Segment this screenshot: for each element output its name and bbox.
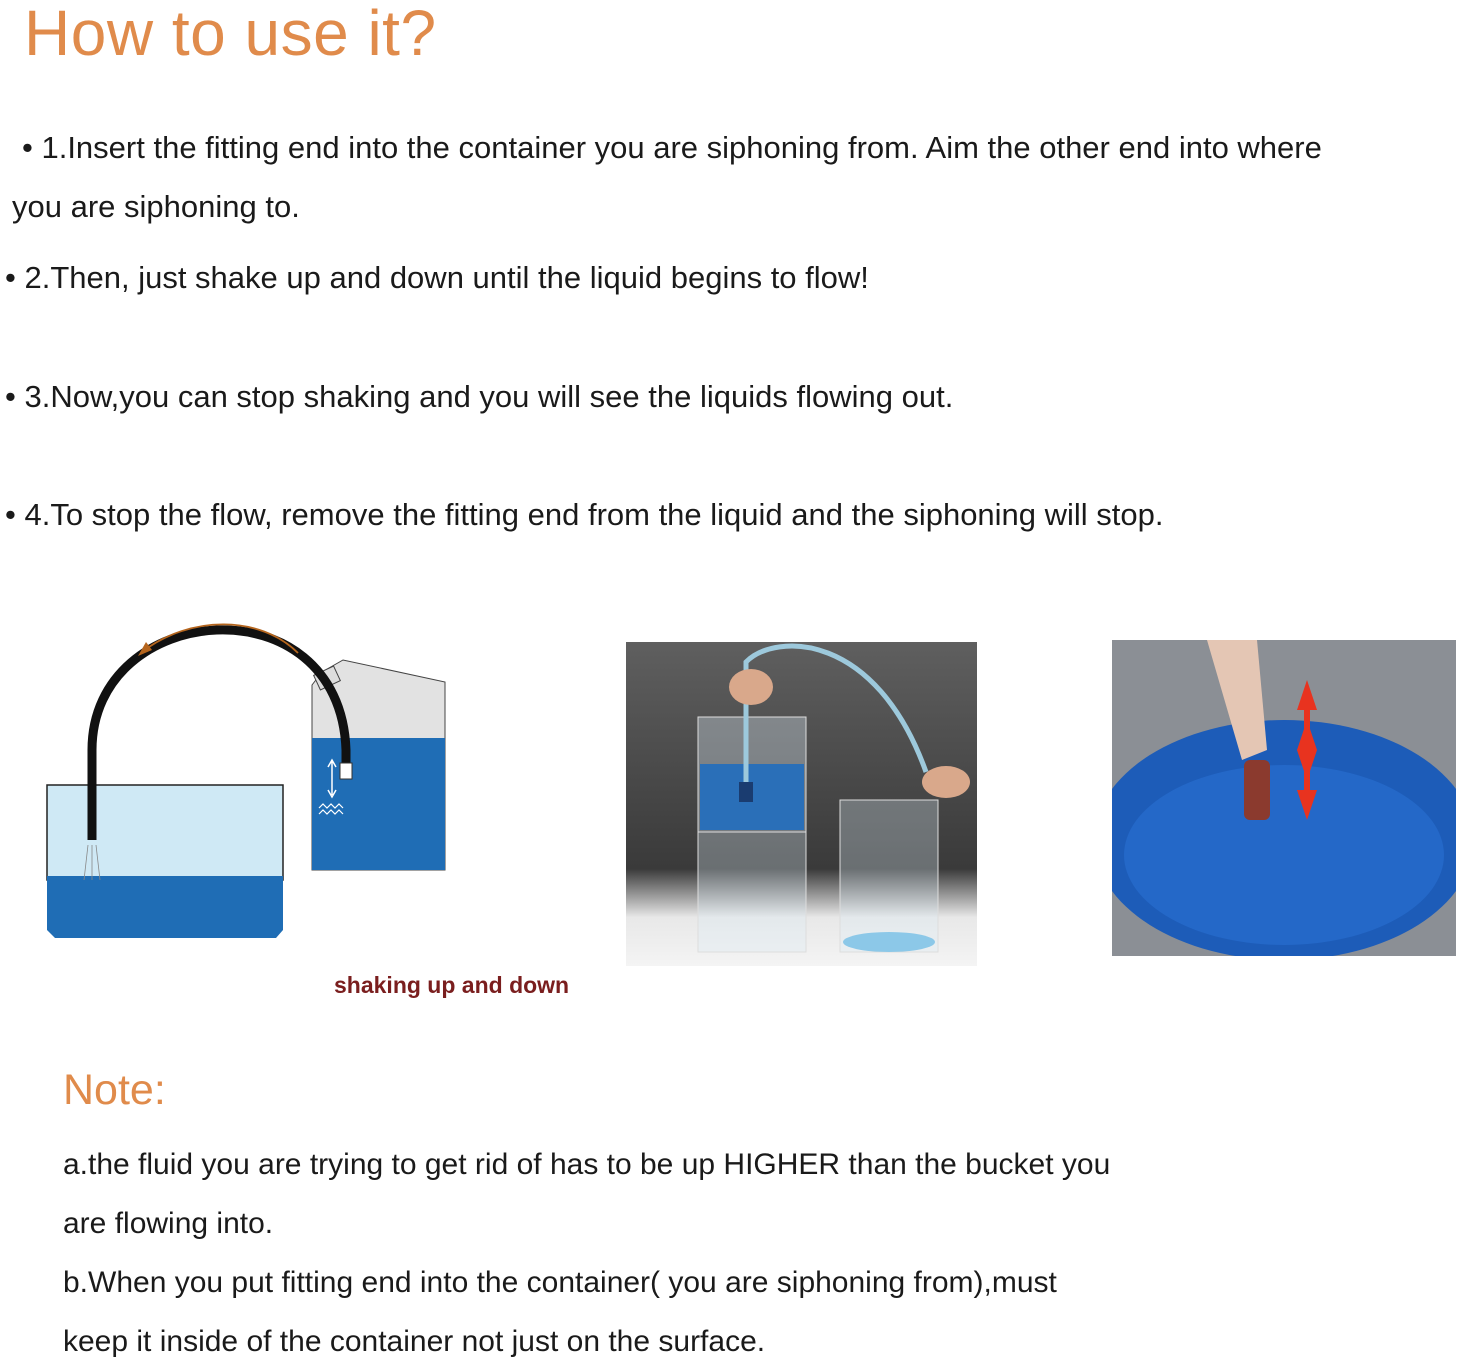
siphon-diagram <box>40 590 460 950</box>
page-title: How to use it? <box>24 0 437 69</box>
fitting-end <box>340 763 352 779</box>
receiving-bucket <box>47 785 283 880</box>
photo-cylinders <box>626 642 977 966</box>
note-b-line-2: keep it inside of the container not just on the surface. <box>63 1325 766 1358</box>
step-1-line-1: • 1.Insert the fitting end into the container you are siphoning from. Aim the other end into where <box>22 130 1322 165</box>
photo-bucket-shaking <box>1112 640 1456 956</box>
note-title: Note: <box>63 1066 166 1114</box>
step-1-line-2: you are siphoning to. <box>12 189 300 224</box>
step-2: • 2.Then, just shake up and down until the liquid begins to flow! <box>5 260 869 295</box>
bucket-water <box>47 876 283 938</box>
figure-caption: shaking up and down <box>334 972 570 998</box>
note-a-line-1: a.the fluid you are trying to get rid of has to be up HIGHER than the bucket you <box>63 1148 1111 1181</box>
note-b-line-1: b.When you put fitting end into the container( you are siphoning from),must <box>63 1266 1057 1299</box>
source-container-water <box>312 738 445 870</box>
step-3: • 3.Now,you can stop shaking and you will see the liquids flowing out. <box>5 379 954 414</box>
note-a-line-2: are flowing into. <box>63 1207 274 1240</box>
step-4: • 4.To stop the flow, remove the fitting end from the liquid and the siphoning will stop. <box>5 497 1164 532</box>
